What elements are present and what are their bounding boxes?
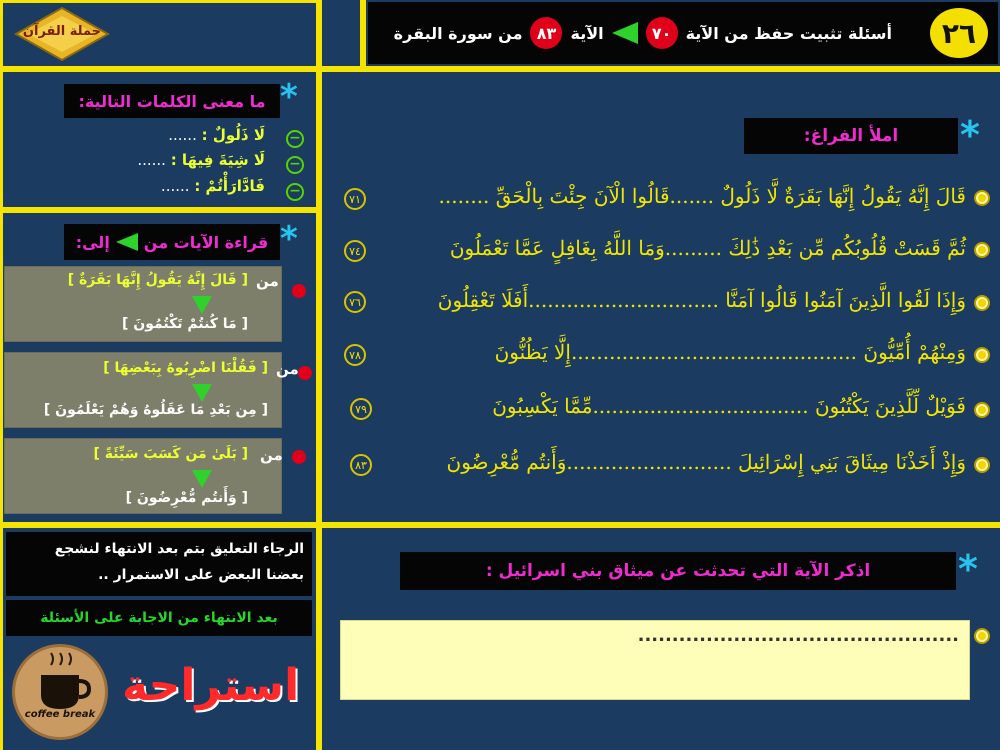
arrow-down-icon bbox=[192, 470, 212, 488]
lesson-number-badge bbox=[930, 8, 988, 58]
reading-start: [ بَلَىٰ مَن كَسَبَ سَيِّئَةً ] bbox=[93, 446, 248, 462]
red-bullet-icon bbox=[292, 284, 306, 298]
bullet-icon bbox=[976, 192, 988, 204]
mention-title-box bbox=[400, 552, 956, 590]
ayah-line: قَالَ إِنَّهُ يَقُولُ إِنَّهَا بَقَرَةٌ لَّا ذَلُولٌ .......قَالُوا الْآنَ جِئْتَ بِالْحَقِّ ........ bbox=[438, 184, 966, 208]
reading-title-box bbox=[64, 224, 280, 260]
reading-end: [ مِن بَعْدِ مَا عَقَلُوهُ وَهُمْ يَعْلَمُونَ ] bbox=[43, 402, 268, 418]
reading-start: [ قَالَ إِنَّهُ يَقُولُ إِنَّهَا بَقَرَةٌ ] bbox=[67, 272, 248, 288]
comment-line2: بعضنا البعض على الاستمرار .. bbox=[98, 567, 304, 583]
bullet-icon bbox=[976, 404, 988, 416]
reading-start: [ فَقُلْنَا اضْرِبُوهُ بِبَعْضِهَا ] bbox=[103, 360, 268, 376]
meaning-item bbox=[161, 177, 265, 195]
meanings-title-box bbox=[64, 84, 280, 118]
coffee-break-badge bbox=[12, 644, 108, 740]
frame-line-header-bottom bbox=[0, 66, 1000, 72]
star-icon: * bbox=[960, 113, 980, 157]
from-label: من bbox=[276, 360, 299, 378]
ayah-number: ٧٤ bbox=[344, 240, 366, 262]
bullet-icon bbox=[976, 244, 988, 256]
meaning-blank: ...... bbox=[137, 151, 166, 169]
fill-title-box bbox=[744, 118, 958, 154]
frame-line-col-divider bbox=[316, 0, 322, 750]
reading-end: [ وَأَنتُم مُّعْرِضُونَ ] bbox=[125, 490, 248, 506]
arrow-down-icon bbox=[192, 296, 212, 314]
header-title bbox=[394, 16, 892, 50]
bullet-icon bbox=[976, 297, 988, 309]
reading-end: [ مَا كُنتُمْ تَكْتُمُونَ ] bbox=[122, 316, 248, 332]
meaning-item bbox=[137, 151, 265, 169]
minus-circle-icon: − bbox=[286, 156, 304, 174]
after-answer-box bbox=[6, 600, 312, 636]
logo-text: حملة القرآن bbox=[22, 24, 102, 39]
frame-line-right-mid bbox=[320, 522, 1000, 528]
ayah-number: ٨٣ bbox=[350, 454, 372, 476]
comment-box bbox=[6, 532, 312, 596]
ayah-line: وَإِذْ أَخَذْنَا مِيثَاقَ بَنِي إِسْرَائِيلَ ..........................وَأَنتُم مُّعْرِضُونَ bbox=[446, 450, 966, 474]
ayah-number: ٧٩ bbox=[350, 398, 372, 420]
arrow-left-icon bbox=[116, 233, 138, 251]
arrow-down-icon bbox=[192, 384, 212, 402]
ayah-line: وَمِنْهُمْ أُمِّيُّونَ .............................................إِلَّا يَظُنُّونَ bbox=[494, 340, 966, 364]
frame-line-header-left bbox=[360, 0, 366, 66]
fill-title: املأ الفراغ: bbox=[803, 126, 899, 146]
mention-title: اذكر الآية التي تحدثت عن ميثاق بني اسرائيل : bbox=[485, 561, 871, 581]
frame-line-left-mid2 bbox=[0, 522, 320, 528]
meaning-word: لَا شِيَةَ فِيهَا : bbox=[170, 151, 265, 169]
answer-input[interactable] bbox=[340, 620, 970, 700]
meaning-word: فَادَّارَأْتُمْ : bbox=[194, 177, 265, 195]
minus-circle-icon: − bbox=[286, 130, 304, 148]
meaning-item bbox=[168, 126, 265, 144]
coffee-break-label: coffee break bbox=[24, 709, 96, 720]
ayah-number: ٧٨ bbox=[344, 344, 366, 366]
star-icon: * bbox=[958, 547, 978, 591]
minus-circle-icon: − bbox=[286, 183, 304, 201]
red-bullet-icon bbox=[292, 450, 306, 464]
header-title-part1: أسئلة تثبيت حفظ من الآية bbox=[685, 23, 892, 43]
lesson-number: ٢٦ bbox=[941, 16, 977, 50]
meaning-word: لَا ذَلُولٌ : bbox=[201, 126, 265, 144]
coffee-cup-icon bbox=[15, 647, 105, 737]
meanings-title: ما معنى الكلمات التالية: bbox=[78, 91, 266, 111]
meaning-blank: ...... bbox=[168, 126, 197, 144]
frame-line-top-left bbox=[0, 0, 320, 3]
from-label: من bbox=[260, 446, 283, 464]
header-title-part3: من سورة البقرة bbox=[393, 23, 523, 43]
frame-line-left-mid1 bbox=[0, 207, 320, 213]
after-answer-text: بعد الانتهاء من الاجابة على الأسئلة bbox=[40, 610, 278, 626]
frame-line-left-edge bbox=[0, 0, 3, 750]
arrow-left-icon bbox=[612, 22, 638, 44]
bullet-icon bbox=[976, 349, 988, 361]
logo bbox=[14, 6, 110, 62]
from-label: من bbox=[256, 272, 279, 290]
ayah-number: ٧٦ bbox=[344, 291, 366, 313]
comment-line1: الرجاء التعليق بتم بعد الانتهاء لنشجع bbox=[54, 541, 304, 557]
reading-title-part2: إلى: bbox=[75, 232, 110, 252]
answer-blank: ............................................... bbox=[637, 625, 959, 646]
ayah-line: فَوَيْلٌ لِّلَّذِينَ يَكْتُبُونَ ..................................مِّمَّا يَكْسِبُونَ bbox=[492, 394, 966, 418]
to-ayah-badge: ٨٣ bbox=[530, 17, 562, 49]
ayah-line: وَإِذَا لَقُوا الَّذِينَ آمَنُوا قَالُوا آمَنَّا ..............................أَفَلَا تَعْقِلُونَ bbox=[437, 288, 966, 312]
header-title-part2: الآية bbox=[570, 23, 604, 43]
bullet-icon bbox=[976, 459, 988, 471]
meaning-blank: ...... bbox=[160, 177, 190, 195]
red-bullet-icon bbox=[298, 366, 312, 380]
star-icon: * bbox=[280, 219, 298, 259]
ayah-line: ثُمَّ قَسَتْ قُلُوبُكُم مِّن بَعْدِ ذَٰلِكَ .........وَمَا اللَّهُ بِغَافِلٍ عَمَّا تَعْمَلُونَ bbox=[449, 236, 966, 260]
ayah-number: ٧١ bbox=[344, 188, 366, 210]
reading-title-part1: قراءة الآيات من bbox=[143, 232, 269, 252]
break-title: استراحة bbox=[122, 660, 300, 711]
star-icon: * bbox=[280, 77, 298, 117]
bullet-icon bbox=[976, 630, 988, 642]
from-ayah-badge: ٧٠ bbox=[646, 17, 678, 49]
